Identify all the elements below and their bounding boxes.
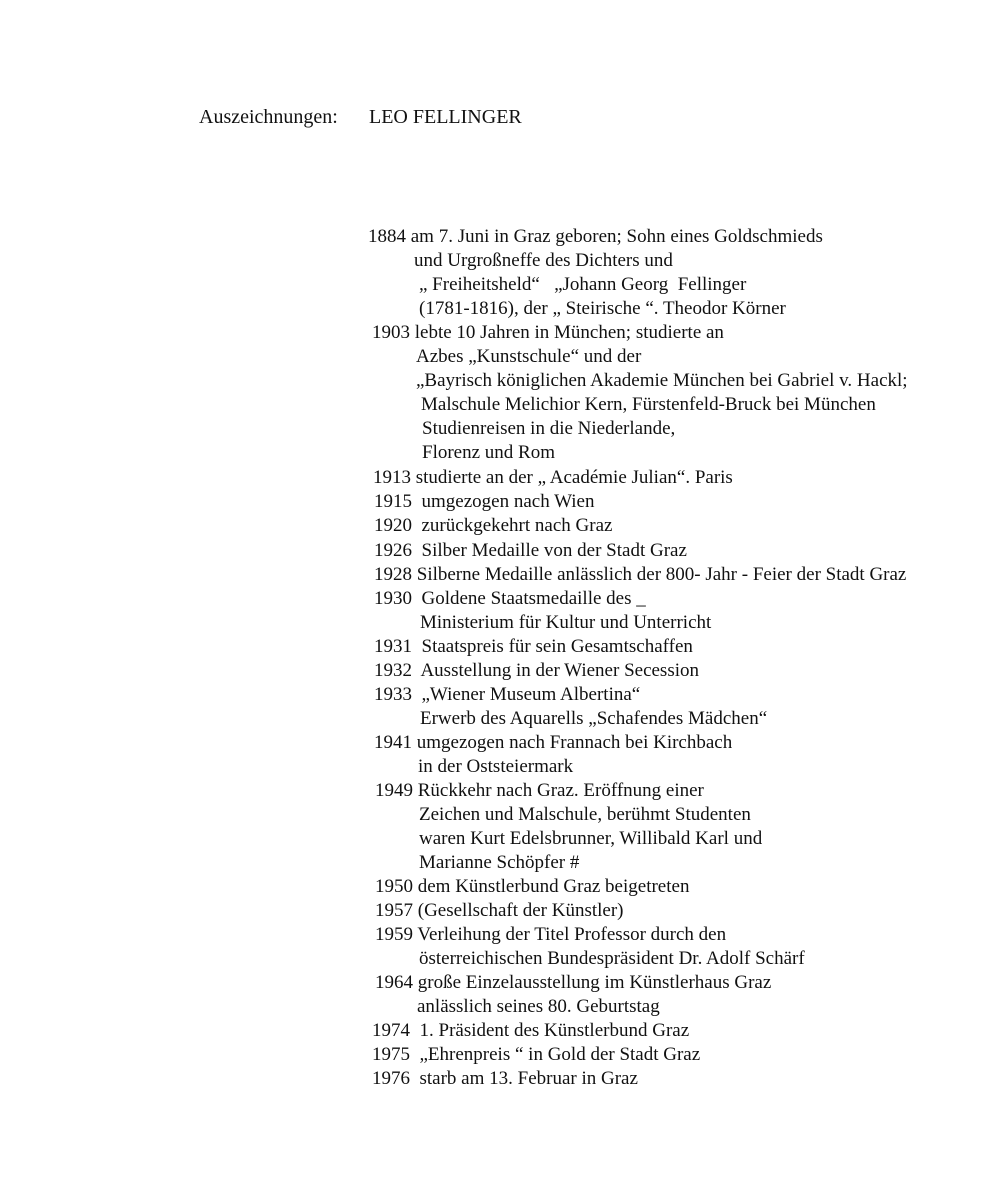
bio-line: 1959 Verleihung der Titel Professor durch den [375, 924, 727, 945]
bio-line: 1903 lebte 10 Jahren in München; studierte an [372, 322, 724, 343]
bio-line: 1913 studierte an der „ Académie Julian“. Paris [373, 467, 733, 488]
bio-line: Florenz und Rom [422, 442, 555, 463]
bio-line: Marianne Schöpfer # [419, 852, 580, 873]
header-label: Auszeichnungen: [199, 106, 338, 128]
bio-line: Studienreisen in die Niederlande, [422, 418, 676, 439]
bio-line: Malschule Melichior Kern, Fürstenfeld-Bruck bei München [421, 394, 876, 415]
bio-line: 1930 Goldene Staatsmedaille des _ [374, 588, 646, 609]
bio-line: 1949 Rückkehr nach Graz. Eröffnung einer [375, 780, 704, 801]
bio-line: anlässlich seines 80. Geburtstag [417, 996, 660, 1017]
bio-line: 1931 Staatspreis für sein Gesamtschaffen [374, 636, 693, 657]
bio-line: waren Kurt Edelsbrunner, Willibald Karl und [419, 828, 763, 849]
bio-line: 1920 zurückgekehrt nach Graz [374, 515, 613, 536]
header-name: LEO FELLINGER [369, 106, 522, 128]
bio-line: 1915 umgezogen nach Wien [374, 491, 595, 512]
bio-line: 1933 „Wiener Museum Albertina“ [374, 684, 641, 705]
bio-line: 1941 umgezogen nach Frannach bei Kirchbach [374, 732, 733, 753]
bio-line: Ministerium für Kultur und Unterricht [420, 612, 712, 633]
bio-line: 1974 1. Präsident des Künstlerbund Graz [372, 1020, 690, 1041]
bio-line: 1884 am 7. Juni in Graz geboren; Sohn eines Goldschmieds [368, 226, 823, 247]
bio-line: „Bayrisch königlichen Akademie München bei Gabriel v. Hackl; [416, 370, 908, 391]
bio-line: 1964 große Einzelausstellung im Künstlerhaus Graz [375, 972, 772, 993]
bio-line: 1932 Ausstellung in der Wiener Secession [374, 660, 700, 681]
bio-line: (1781-1816), der „ Steirische “. Theodor Körner [419, 298, 786, 319]
bio-line: Zeichen und Malschule, berühmt Studenten [419, 804, 751, 825]
bio-line: 1928 Silberne Medaille anlässlich der 800- Jahr - Feier der Stadt Graz [374, 564, 907, 585]
bio-line: 1976 starb am 13. Februar in Graz [372, 1068, 638, 1089]
bio-line: 1957 (Gesellschaft der Künstler) [375, 900, 624, 921]
bio-line: Azbes „Kunstschule“ und der [416, 346, 642, 367]
bio-line: 1926 Silber Medaille von der Stadt Graz [374, 540, 687, 561]
bio-line: Erwerb des Aquarells „Schafendes Mädchen“ [420, 708, 768, 729]
bio-line: in der Oststeiermark [418, 756, 574, 777]
bio-line: 1975 „Ehrenpreis “ in Gold der Stadt Graz [372, 1044, 701, 1065]
bio-line: österreichischen Bundespräsident Dr. Adolf Schärf [419, 948, 805, 969]
bio-line: und Urgroßneffe des Dichters und [414, 250, 673, 271]
bio-line: 1950 dem Künstlerbund Graz beigetreten [375, 876, 690, 897]
bio-line: „ Freiheitsheld“ „Johann Georg Fellinger [419, 274, 747, 295]
